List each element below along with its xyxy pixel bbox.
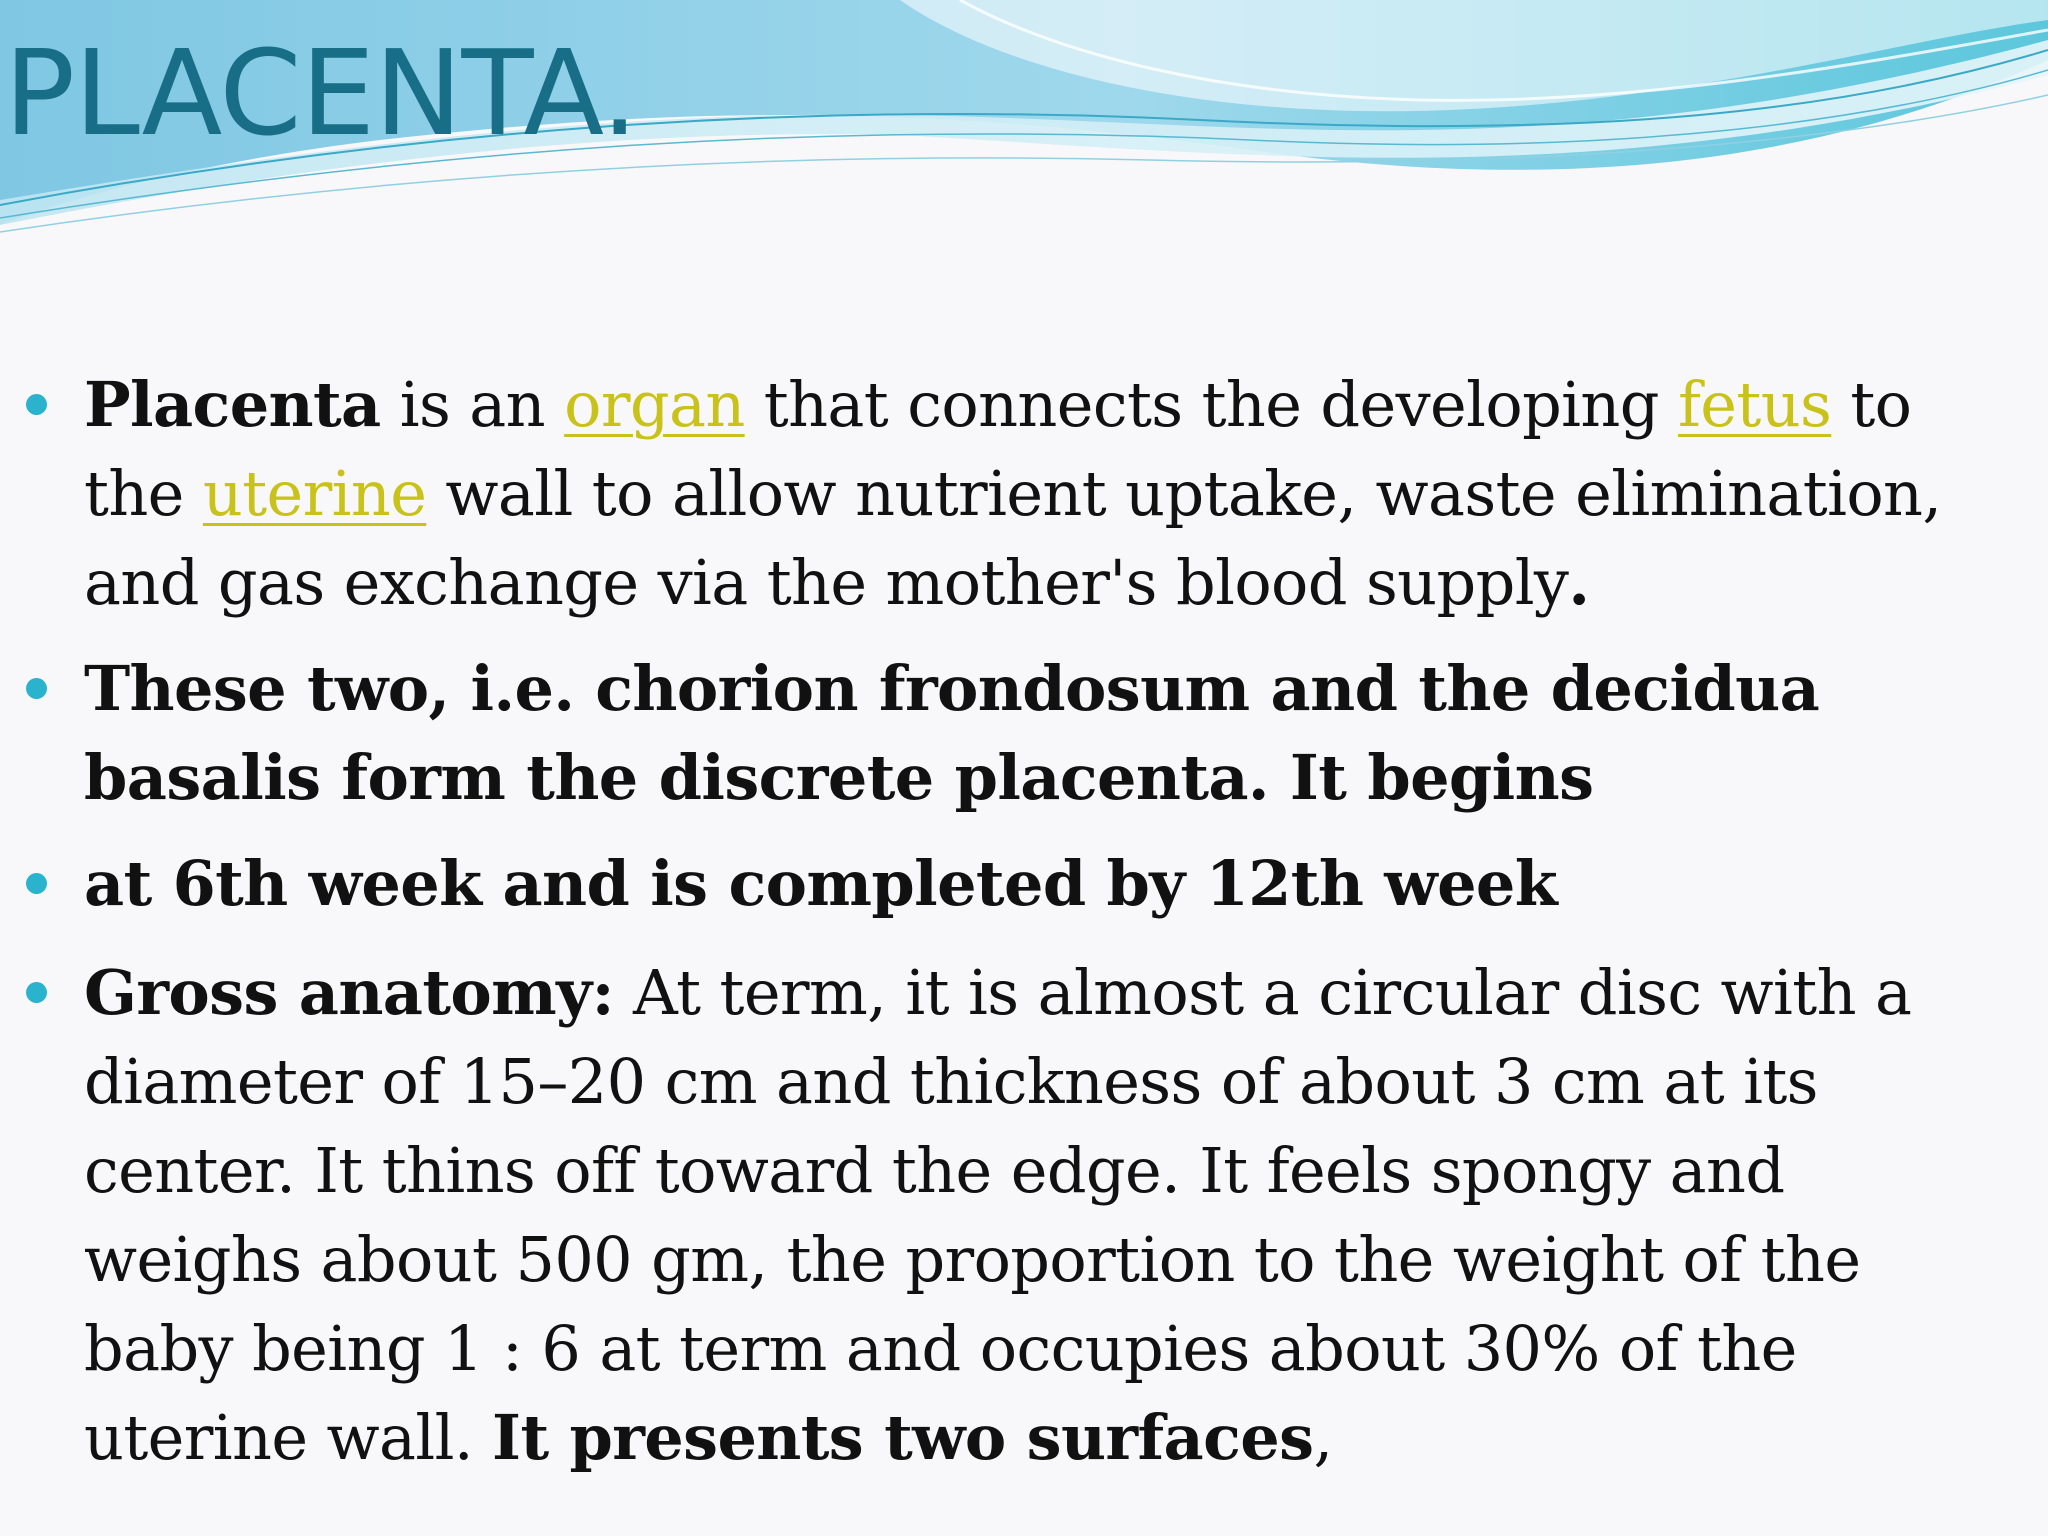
slide-title: PLACENTA. (4, 24, 638, 162)
link-uterine[interactable]: uterine (202, 457, 427, 530)
bullet-list (84, 360, 2014, 1499)
term-gross-anatomy: Gross anatomy: (84, 956, 614, 1029)
text-segment: to the (84, 368, 1912, 530)
bullet-text: These two, i.e. chorion frondosum and the decidua basalis form the discrete placenta. It begins (84, 652, 1820, 814)
text-segment: . (1568, 546, 1590, 619)
link-organ[interactable]: organ (564, 368, 745, 441)
bullet-dot-icon (26, 982, 47, 1003)
text-segment: that connects the developing (744, 368, 1678, 441)
bullet-text: At term, it is almost a circular disc with a diameter of 15–20 cm and thickness of about 3 cm at its center. It thins off toward the edge. It feels spongy and weighs about 500 gm, the proportion to the weight of the baby being 1 : 6 at term and occupies about 30% of the uterine wall. (84, 956, 1912, 1474)
bold-phrase: It presents two surfaces (492, 1401, 1314, 1474)
bullet-text: at 6th week and is completed by 12th week (84, 847, 1558, 920)
text-segment: , (1313, 1401, 1333, 1474)
bullet-timeline (84, 839, 2014, 928)
bullet-dot-icon (26, 678, 47, 699)
link-fetus[interactable]: fetus (1677, 368, 1832, 441)
bullet-placenta-definition (84, 360, 2014, 627)
text-segment: is an (380, 368, 565, 441)
bullet-dot-icon (26, 394, 47, 415)
term-placenta: Placenta (84, 368, 381, 441)
bullet-dot-icon (26, 873, 47, 894)
bullet-gross-anatomy (84, 948, 2014, 1482)
text-segment: wall to allow nutrient uptake, waste elimination, and gas exchange via the mother's blood supply (84, 457, 1942, 619)
bullet-discrete-placenta (84, 644, 2014, 822)
